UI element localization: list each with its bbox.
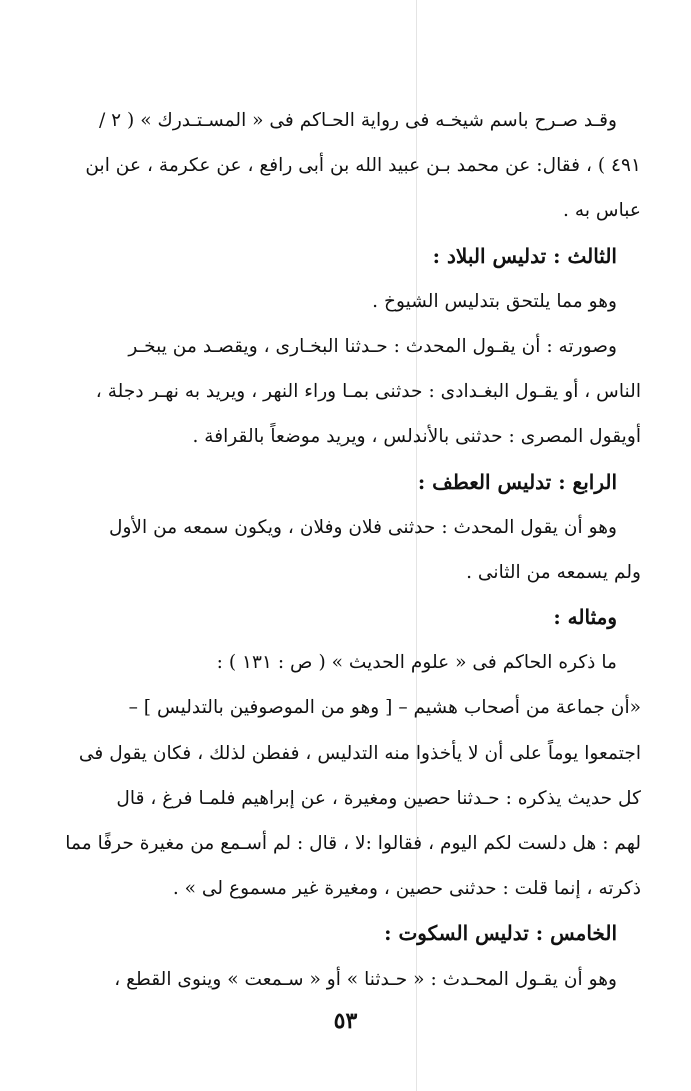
text-line: ما ذكره الحاكم فى « علوم الحديث » ( ص : ١٣١ ) : xyxy=(216,652,617,674)
quote-line: لهم : هل دلست لكم اليوم ، فقالوا :لا ، قال : لم أسـمع من مغيرة حرفًا مما xyxy=(65,833,641,854)
quote-line: اجتمعوا يوماً على أن لا يأخذوا منه التدليس ، ففطن لذلك ، فكان يقول فى xyxy=(78,742,641,764)
text-line: وصورته : أن يقـول المحدث : حـدثنا البخـارى ، ويقصـد من يبخـر xyxy=(128,335,617,357)
text-line: وهو أن يقـول المحـدث : « حـدثنا » أو « سـمعت » وينوى القطع ، xyxy=(114,968,617,990)
text-line: أويقول المصرى : حدثنى بالأندلس ، ويريد موضعاً بالقرافة . xyxy=(192,426,641,448)
quote-line: ذكرته ، إنما قلت : حدثنى حصين ، ومغيرة غير مسموع لى » . xyxy=(172,878,641,900)
page-body xyxy=(62,98,641,1002)
example-heading: ومثاله : xyxy=(553,605,617,630)
text-line: وقـد صـرح باسم شيخـه فى رواية الحـاكم فى « المسـتـدرك » ( ٢ / xyxy=(98,110,617,131)
text-line: الناس ، أو يقـول البغـدادى : حدثنى بمـا وراء النهر ، ويريد به نهـر دجلة ، xyxy=(95,381,641,403)
text-line: ولم يسمعه من الثانى . xyxy=(466,561,641,583)
text-line: ٤٩١ ) ، فقال: عن محمد بـن عبيد الله بن أبى رافع ، عن عكرمة ، عن ابن xyxy=(85,155,641,177)
section-heading-fifth: الخامس : تدليس السكوت : xyxy=(384,921,617,946)
text-line: وهو مما يلتحق بتدليس الشيوخ . xyxy=(372,290,617,312)
section-heading-third: الثالث : تدليس البلاد : xyxy=(432,243,617,268)
page-number: ٥٣ xyxy=(333,1008,358,1034)
text-line: وهو أن يقول المحدث : حدثنى فلان وفلان ، ويكون سمعه من الأول xyxy=(108,516,617,538)
section-heading-fourth: الرابع : تدليس العطف : xyxy=(417,469,617,494)
quote-line: كل حديث يذكره : حـدثنا حصين ومغيرة ، عن إبراهيم فلمـا فرغ ، قال xyxy=(116,787,641,809)
text-line: عباس به . xyxy=(563,200,641,222)
quote-line: «أن جماعة من أصحاب هشيم – [ وهو من الموصوفين بالتدليس ] – xyxy=(128,697,641,719)
